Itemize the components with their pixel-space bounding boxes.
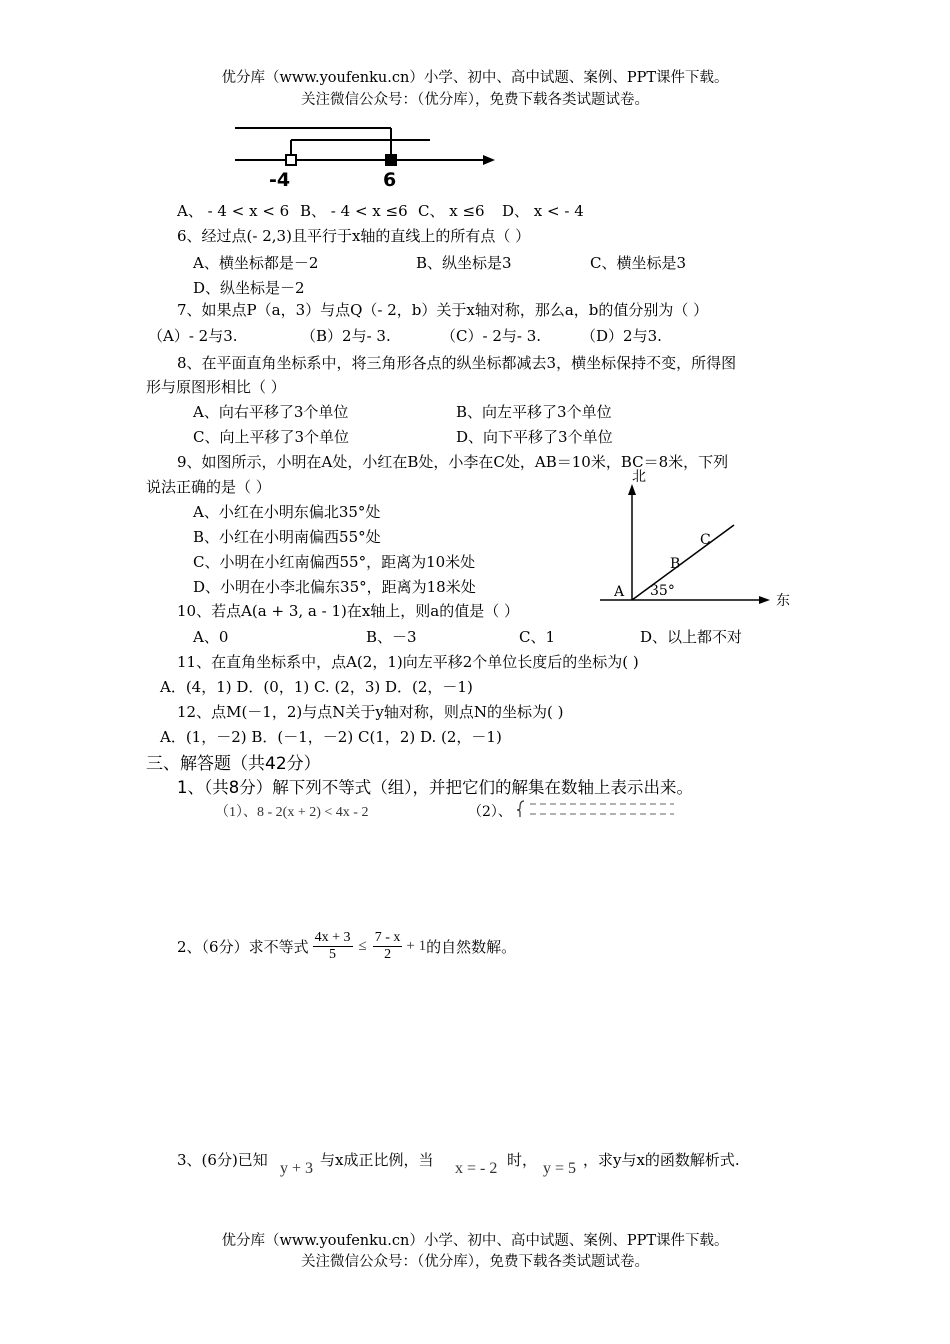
open-point-icon [286,155,296,165]
q5-option-c: C、 x ≤6 [418,202,485,220]
q7-option-a: （A）- 2与3. [148,327,238,345]
number-line-figure [225,122,500,194]
q10-option-c: C、1 [519,628,556,646]
q5-option-d: D、 x < - 4 [502,202,584,220]
q8-stem-line-2: 形与原图形相比（ ） [146,378,286,396]
problem-1-system-brace [516,799,678,819]
problem-2-suffix: 的自然数解。 [426,937,517,956]
q8-option-c: C、向上平移了3个单位 [193,428,350,446]
problem-1-stem: 1、（共8分）解下列不等式（组），并把它们的解集在数轴上表示出来。 [177,778,693,797]
north-arrow-icon [628,484,636,495]
q5-option-b: B、 - 4 < x ≤6 [300,202,408,220]
q10-option-d: D、以上都不对 [640,628,743,646]
problem-1-part-1: （1）、8 - 2(x + 2) < 4x - 2 [215,805,369,820]
q11-options: A．(4，1) D．(0，1) C. (2，3) D．(2，－1) [160,678,473,696]
section-3-title: 三、解答题（共42分） [146,754,321,774]
q6-option-d: D、纵坐标是－2 [193,279,305,297]
q10-stem: 10、若点A(a + 3, a - 1)在x轴上，则a的值是（ ） [177,602,520,620]
problem-3-part-2: 与x成正比例，当 [320,1151,434,1169]
tick-label-right: 6 [383,169,397,191]
east-label: 东 [776,593,790,609]
problem-2-line [177,921,516,971]
q9-option-c: C、小明在小红南偏西55°，距离为10米处 [193,553,476,571]
le-sign: ≤ [358,937,367,954]
north-label: 北 [632,469,646,485]
q8-stem-line-1: 8、在平面直角坐标系中，将三角形各点的纵坐标都减去3，横坐标保持不变，所得图 [177,354,737,372]
problem-3-part-4: ，求y与x的函数解析式. [583,1151,740,1169]
q8-option-a: A、向右平移了3个单位 [193,403,349,421]
fraction-2-denominator: 2 [384,946,392,962]
q9-stem-line-1: 9、如图所示，小明在A处，小红在B处，小李在C处，AB＝10米，BC＝8米，下列 [177,453,729,471]
direction-line [632,525,734,600]
q6-option-a: A、横坐标都是－2 [193,254,319,272]
header-line-1: 优分库（www.youfenku.cn）小学、初中、高中试题、案例、PPT课件下载。 [221,70,729,86]
axis-arrow-icon [483,155,495,165]
q7-option-b: （B）2与- 3. [301,327,391,345]
footer-line-2: 关注微信公众号：（优分库），免费下载各类试题试卷。 [301,1254,649,1270]
system-of-inequalities-graphic [516,799,678,819]
closed-point-icon [386,155,396,165]
q6-stem: 6、经过点(- 2,3)且平行于x轴的直线上的所有点（ ） [177,227,531,245]
q7-option-c: （C）- 2与- 3. [441,327,542,345]
q10-option-a: A、0 [193,628,229,646]
east-arrow-icon [759,596,770,604]
q5-option-a: A、 - 4 < x < 6 [177,202,290,220]
problem-3-expr-1: y + 3 [280,1160,314,1177]
q10-option-b: B、－3 [366,628,417,646]
q9-stem-line-2: 说法正确的是（ ） [146,478,271,496]
point-b-label: B [670,556,681,572]
q9-option-d: D、小明在小李北偏东35°，距离为18米处 [193,578,476,596]
q12-stem: 12、点M(－1，2)与点N关于y轴对称，则点N的坐标为( ) [177,703,564,721]
problem-3-expr-2: x = - 2 [455,1160,498,1177]
q8-option-d: D、向下平移了3个单位 [456,428,613,446]
q11-stem: 11、在直角坐标系中，点A(2，1)向左平移2个单位长度后的坐标为( ) [177,653,639,671]
fraction-1 [313,930,353,963]
q6-option-c: C、横坐标是3 [590,254,687,272]
plus-one: + 1 [406,937,427,954]
problem-3-part-1: 3、(6分)已知 [177,1151,268,1169]
problem-1-part-2-label: （2）、 [468,804,512,820]
q12-options: A．(1，－2) B．(－1，－2) C(1，2) D. (2，－1) [160,728,502,746]
compass-figure [590,462,805,612]
q7-option-d: （D）2与3. [581,327,662,345]
tick-label-left: -4 [269,169,291,191]
point-a-label: A [614,584,625,600]
fraction-2-numerator: 7 - x [374,929,401,945]
footer-line-1: 优分库（www.youfenku.cn）小学、初中、高中试题、案例、PPT课件下载。 [221,1233,729,1249]
fraction-2 [373,930,403,963]
problem-3-expr-3: y = 5 [543,1160,577,1177]
q8-option-b: B、向左平移了3个单位 [456,403,612,421]
fraction-1-numerator: 4x + 3 [314,929,351,945]
q9-option-b: B、小红在小明南偏西55°处 [193,528,381,546]
q9-option-a: A、小红在小明东偏北35°处 [193,503,381,521]
q7-stem: 7、如果点P（a，3）与点Q（- 2，b）关于x轴对称，那么a，b的值分别为（ ） [177,301,709,319]
problem-3-part-3: 时， [507,1151,538,1169]
q6-option-b: B、纵坐标是3 [416,254,512,272]
point-c-label: C [700,532,711,548]
problem-2-prefix: 2、（6分）求不等式 [177,937,309,956]
fraction-1-denominator: 5 [329,946,337,962]
angle-label: 35° [650,583,675,599]
header-line-2: 关注微信公众号：（优分库），免费下载各类试题试卷。 [301,92,649,108]
